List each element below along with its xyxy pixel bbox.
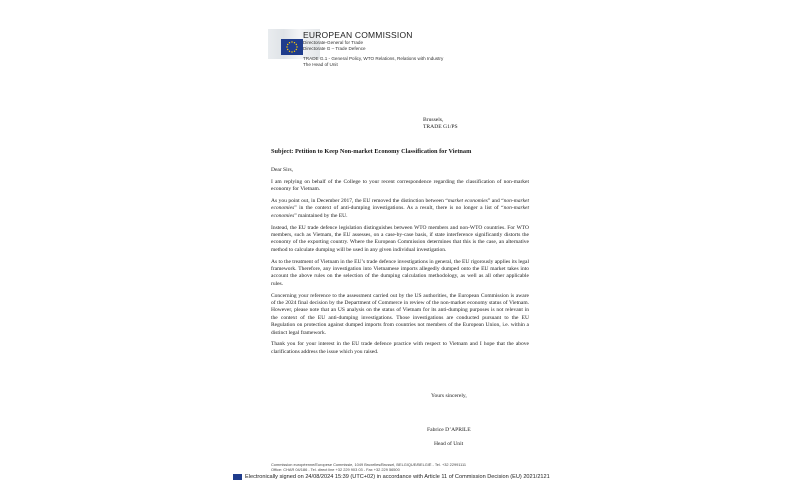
- electronic-signature-notice: [233, 474, 550, 480]
- directorate-name: Directorate G – Trade Defence: [303, 46, 366, 51]
- unit-name: TRADE G.1 - General Policy, WTO Relations, Relations with Industry: [303, 56, 444, 61]
- footer-line-1: Commission européenne/Europese Commissie, 1049 Bruxelles/Brussel, BELGIQUE/BELGIË - Tel. +32 22991111: [271, 462, 467, 467]
- footer-line-2: Office: CHAR 04/186 - Tel. direct line +32 229 903 03 - Fax +32 229 56500: [271, 467, 400, 472]
- paragraph-5: Concerning your reference to the assessment carried out by the US authorities, the European Commission is aware of the 2024 final decision by the Department of Commerce in review of the non-market economy status of Vietnam. However, please note that an US analysis on the status of Vietnam for its anti-dumping purposes is not relevant in the context of the EU anti-dumping investigations. Those investigations are conducted pursuant to the EU Regulation on protection against dumped imports from countries not members of the European Union, i.e. within a distinct legal framework.: [271, 292, 529, 336]
- letterhead-role: The Head of Unit: [303, 62, 338, 67]
- city: Brussels,: [423, 117, 444, 123]
- dg-name: Directorate-General for Trade: [303, 40, 363, 45]
- esign-text: Electronically signed on 24/08/2024 15:39 (UTC+02) in accordance with Article 11 of Commission Decision (EU) 2021/2121: [245, 474, 550, 480]
- footer-address: [271, 462, 466, 472]
- signer-name: Fabrice D’APRILE: [427, 427, 471, 433]
- letter-body: [271, 167, 529, 361]
- salutation: Dear Sirs,: [271, 167, 293, 173]
- signer-role: Head of Unit: [434, 441, 464, 447]
- eu-flag-icon: [281, 39, 303, 55]
- paragraph-4: As to the treatment of Vietnam in the EU’s trade defence investigations in general, the EU rigorously applies its legal framework. Therefore, any investigation into Vietnamese imports allegedly dumped onto the EU market takes into account the above rules on the selection of the dumping calculation methodology, as well as all other applicable rules.: [271, 258, 529, 287]
- paragraph-2: As you point out, in December 2017, the EU removed the distinction between “market economies” and “non-market economies” in the context of anti-dumping investigations. As a result, there is no longer a list of “non-market economies” maintained by the EU.: [271, 198, 529, 219]
- subject-line: Subject: Petition to Keep Non-market Economy Classification for Vietnam: [271, 148, 472, 155]
- eu-flag-small-icon: [233, 474, 242, 480]
- place-and-reference: [423, 117, 458, 131]
- org-name: EUROPEAN COMMISSION: [303, 30, 413, 40]
- paragraph-6: Thank you for your interest in the EU trade defence practice with respect to Vietnam and I hope that the above clarifications address the issue which you raised.: [271, 341, 529, 355]
- letterhead: [303, 30, 443, 68]
- reference: TRADE G1/PS: [423, 124, 458, 130]
- paragraph-1: I am replying on behalf of the College to your recent correspondence regarding the classification of non-market economy for Vietnam.: [271, 178, 529, 193]
- closing: Yours sincerely,: [431, 393, 467, 399]
- paragraph-3: Instead, the EU trade defence legislation distinguishes between WTO members and non-WTO countries. For WTO members, such as Vietnam, the EU assesses, on a case-by-case basis, if state interference significantly distorts the economy of the exporting country. Where the European Commission determines that this is the case, an alternative method to calculate dumping will be used in any given individual investigation.: [271, 224, 529, 253]
